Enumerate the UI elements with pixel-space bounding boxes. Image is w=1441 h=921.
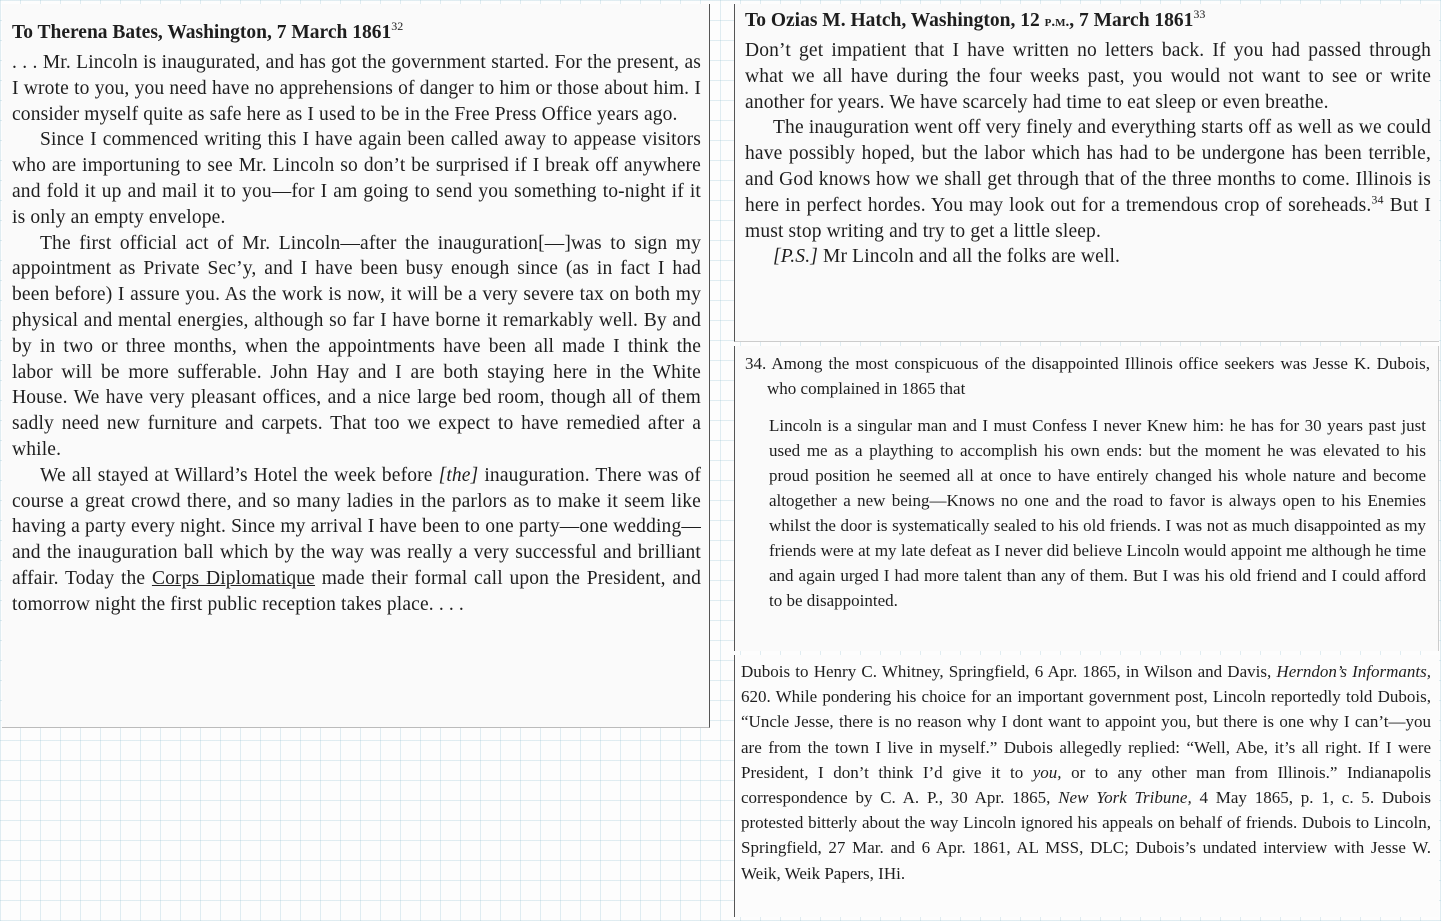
left-paragraph-4: We all stayed at Willard’s Hotel the week before [the] inauguration. There was of course a great crowd there, and so many ladies in the parlors as to make it seem like having a party every night. Since my arrival I have been to one party—one wedding—and the inauguration ball which by the way was really a very successful and brilliant affair. Today the Corps Diplomatique made their formal call upon the President, and tomorrow night the first public reception takes place. . . . [12, 464, 701, 615]
footnote-34-clipping [734, 346, 1439, 651]
right-letter-heading: To Ozias M. Hatch, Washington, 12 p.m., 7 March 1861$^{33}$ [745, 7, 1206, 31]
left-paragraph-2: Since I commenced writing this I have again been called away to appease visitors who are importuning to see Mr. Lincoln so don’t be surprised if I break off anywhere and fold it up and mail it to you—for I am going to send you something to-night if it is only an empty envelope. [12, 129, 701, 228]
footnote-ref-34: 34 [1371, 192, 1384, 207]
footnote-ref-32: 32 [391, 19, 404, 33]
footnote-sources: Dubois to Henry C. Whitney, Springfield, 6 Apr. 1865, in Wilson and Davis, Herndon’s Informants, 620. While pondering his choice for an important government post, Lincoln reportedly told Dubois, “Uncle Jesse, there is no reason why I dont want to appoint you, but there is one why I can’t—you are from the town I live in myself.” Dubois allegedly replied: “Well, Abe, it’s all right. If I were President, I don’t think I’d give it to you, or to any other man from Illinois.” Indianapolis correspondence by C. A. P., 30 Apr. 1865, New York Tribune, 4 May 1865, p. 1, c. 5. Dubois protested bitterly about the way Lincoln ignored his appeals on behalf of friends. Dubois to Lincoln, Springfield, 27 Mar. and 6 Apr. 1861, AL MSS, DLC; Dubois’s undated interview with Jesse W. Weik, Weik Papers, IHi. [741, 662, 1432, 883]
footnote-ref-33: 33 [1193, 7, 1206, 21]
left-paragraph-3: The first official act of Mr. Lincoln—after the inauguration[—]was to sign my appointment as Private Sec’y, and I have been busy enough since (as in fact I had been before) I assure you. As the work is now, it will be a very severe tax on both my physical and mental energies, although so far I have borne it remarkably well. By and by in two or three months, when the appointments have been all made I think the labor will be more sufferable. John Hay and I are both staying here in the White House. We have very pleasant offices, and a nice large bed room, though all of them sadly need new furniture and carpets. That too we expect to have remedied after a while. [12, 232, 701, 460]
right-paragraph-1: Don’t get impatient that I have written no letters back. If you had passed through what we all have during the four weeks past, you would not want to see or write another for years. We have scarcely had time to eat sleep or even breathe. [745, 40, 1431, 113]
right-letter-clipping [734, 4, 1439, 342]
footnote-block-quote: Lincoln is a singular man and I must Confess I never Knew him: he has for 30 years past just used me as a plaything to accomplish his own ends: but the moment he was elevated to his proud position he seemed all at once to have entirely changed his whole nature and become altogether a new being—Knows no one and the road to favor is always open to his Enemies whilst the door is systematically sealed to his old friends. I was not as much disappointed as my friends were at my late defeat as I never did believe Lincoln would appoint me although he time and again urged I had more talent than any of them. But I was his old friend and I could afford to be disappointed. [769, 416, 1426, 611]
corps-diplomatique-underlined: Corps Diplomatique [151, 567, 316, 589]
footnote-sources-clipping [734, 655, 1439, 917]
right-paragraph-2: The inauguration went off very finely and everything starts off as well as we could have possibly hoped, but the labor which has had to be undergone has been terrible, and God knows how we shall get through that of the three months to come. Illinois is here in perfect hordes. You may look out for a tremendous crop of soreheads.$^{34}$ But I must stop writing and try to get a little sleep. [745, 117, 1431, 242]
footnote-intro: 34. Among the most conspicuous of the disappointed Illinois office seekers was Jesse K. Dubois, who complained in 1865 that [745, 354, 1430, 398]
postscript: [P.S.] Mr Lincoln and all the folks are well. [773, 246, 1121, 268]
left-paragraph-1: . . . Mr. Lincoln is inaugurated, and has got the government started. For the present, as I wrote to you, you need have no apprehensions of danger to him or those about him. I consider myself quite as safe here as I used to be in the Free Press Office years ago. [12, 52, 701, 125]
left-letter-heading: To Therena Bates, Washington, 7 March 1861$^{32}$ [12, 19, 404, 43]
left-letter-clipping [2, 4, 710, 728]
